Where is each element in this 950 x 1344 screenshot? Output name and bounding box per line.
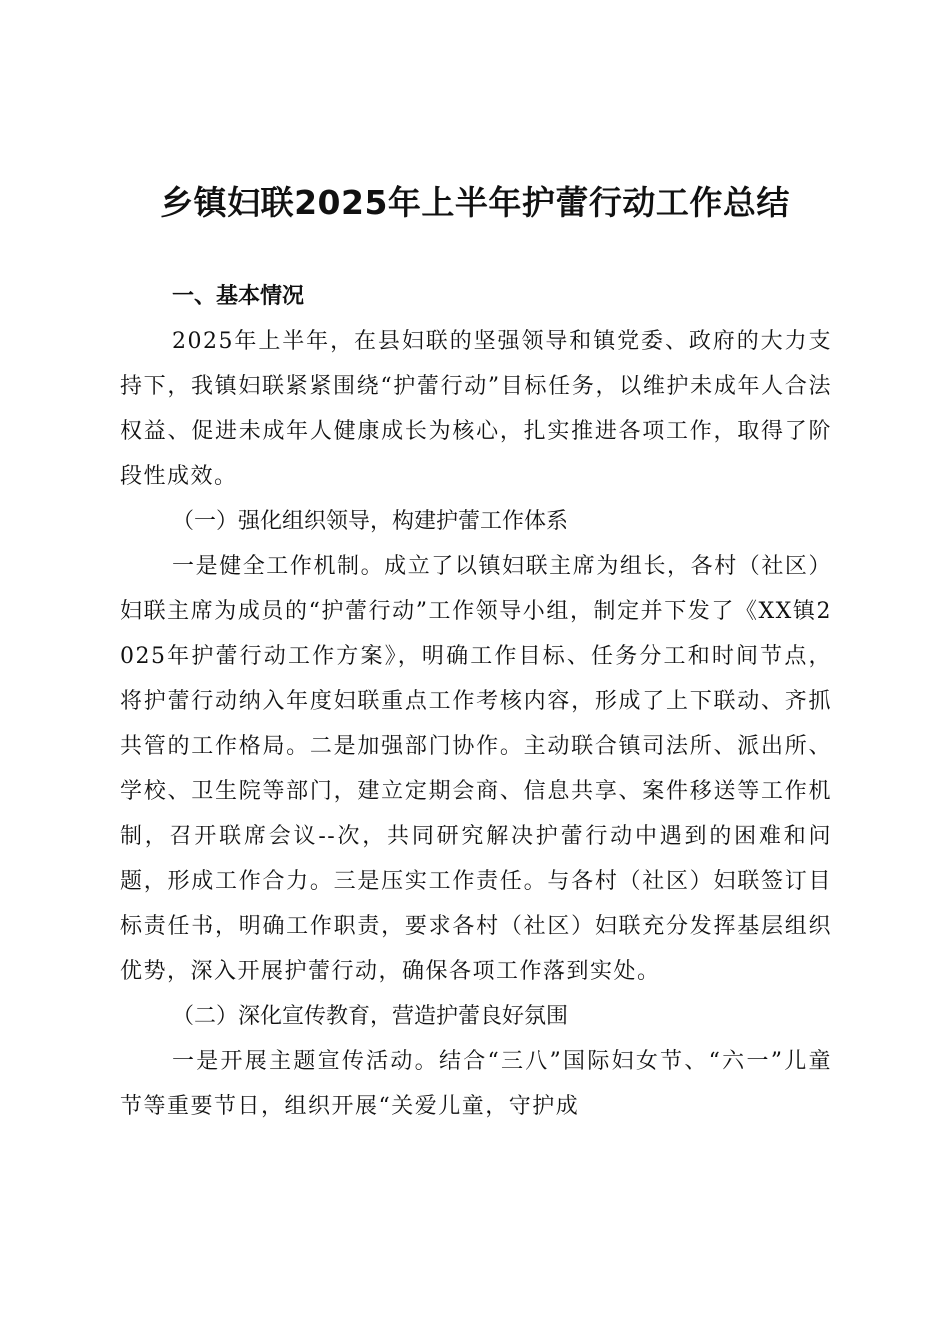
subsection-heading-publicity: （二）深化宣传教育，营造护蕾良好氛围 [172,1004,569,1029]
document-body [120,274,832,1129]
section-heading-basic-situation: 一、基本情况 [172,284,305,309]
subsection-paragraph-organization: 一是健全工作机制。成立了以镇妇联主席为组长，各村（社区）妇联主席为成员的“护蕾行动”工作领导小组，制定并下发了《XX镇2025年护蕾行动工作方案》，明确工作目标、任务分工和时间节点，将护蕾行动纳入年度妇联重点工作考核内容，形成了上下联动、齐抓共管的工作格局。二是加强部门协作。主动联合镇司法所、派出所、学校、卫生院等部门，建立定期会商、信息共享、案件移送等工作机制，召开联席会议--次，共同研究解决护蕾行动中遇到的困难和问题，形成工作合力。三是压实工作责任。与各村（社区）妇联签订目标责任书，明确工作职责，要求各村（社区）妇联充分发挥基层组织优势，深入开展护蕾行动，确保各项工作落到实处。 [120,554,832,984]
subsection-heading-organization: （一）强化组织领导，构建护蕾工作体系 [172,509,569,534]
document-title: 乡镇妇联2025年上半年护蕾行动工作总结 [160,183,790,222]
section-intro-paragraph: 2025年上半年，在县妇联的坚强领导和镇党委、政府的大力支持下，我镇妇联紧紧围绕“护蕾行动”目标任务，以维护未成年人合法权益、促进未成年人健康成长为核心，扎实推进各项工作，取得了阶段性成效。 [120,329,832,489]
subsection-paragraph-publicity: 一是开展主题宣传活动。结合“三八”国际妇女节、“六一”儿童节等重要节日，组织开展“关爱儿童，守护成 [120,1049,832,1119]
